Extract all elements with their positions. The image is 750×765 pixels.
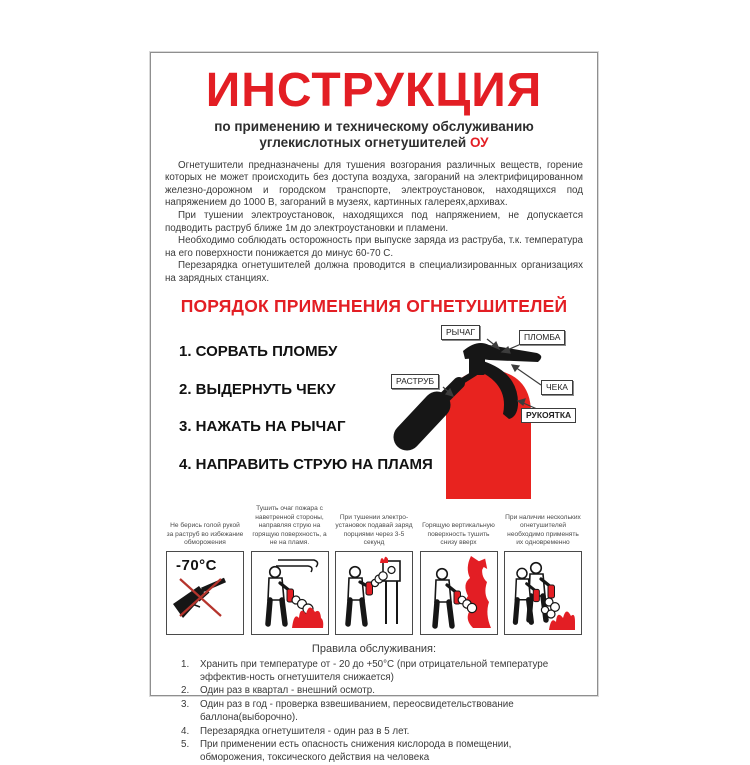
pictogram-simultaneous <box>504 551 582 635</box>
intro-paragraph: Перезарядка огнетушителей должна проводится в специализированных организациях на зарядных станциях. <box>165 260 583 284</box>
rule-number: 1. <box>181 658 190 670</box>
pictogram-caption: Тушить очаг пожара с наветренной стороны, направляя струю на горящую поверхность, а не на пламя. <box>252 505 327 547</box>
pictogram-caption: Не берись голой рукой за раструб во избежание обморожения <box>166 522 244 547</box>
temperature-label: -70°C <box>176 556 218 574</box>
intro-paragraph: При тушении электроустановок, находящихся под напряжением, не допускается подводить раструб ближе 1м до электроустановки и пламени. <box>165 209 583 234</box>
label-seal: ПЛОМБА <box>519 330 565 345</box>
maintenance-rule <box>181 659 573 684</box>
pictogram-captions <box>151 505 597 548</box>
rule-number: 2. <box>181 685 190 697</box>
maintenance-heading: Правила обслуживания: <box>311 642 437 655</box>
page-title: ИНСТРУКЦИЯ <box>205 64 543 117</box>
usage-step: 4. НАПРАВИТЬ СТРУЮ НА ПЛАМЯ <box>179 455 433 473</box>
label-pin: ЧЕКА <box>541 380 573 395</box>
usage-step: 1. СОРВАТЬ ПЛОМБУ <box>179 343 338 361</box>
rule-number: 3. <box>181 699 190 711</box>
usage-section <box>151 319 597 501</box>
rule-number: 5. <box>181 739 190 751</box>
vertical-surface-extinguishing-icon <box>421 552 496 633</box>
maintenance-rule <box>181 726 573 739</box>
rule-text: Один раз в год - проверка взвешиванием, переосвидетельствование баллона(выборочно). <box>200 699 514 723</box>
rule-text: Хранить при температуре от - 20 до +50°C (при отрицательной температуре эффектив-ность огнетушителя снижается) <box>200 658 549 683</box>
page-subtitle <box>151 119 597 151</box>
instruction-poster <box>150 52 598 764</box>
pictogram-caption: Горящую вертикальную поверхность тушить снизу вверх <box>422 522 495 547</box>
intro-text <box>165 160 583 285</box>
pictogram-windward <box>251 551 329 635</box>
pictogram-caption: При тушении электро-установок подавай заряд порциями через 3-5 секунд <box>335 513 413 547</box>
usage-heading: ПОРЯДОК ПРИМЕНЕНИЯ ОГНЕТУШИТЕЛЕЙ <box>180 296 568 317</box>
label-handle: РУКОЯТКА <box>521 408 576 423</box>
intro-paragraph: Огнетушители предназначены для тушения возгорания различных веществ, горение которых не может происходить без доступа воздуха, загораний на электрифицированном железно-дорожном и городском транспорте, электроустановок, находящихся под напряжением до 1000 В, загораний в музеях, картинных галереях,архивах. <box>165 159 583 209</box>
subtitle-accent: ОУ <box>470 134 489 150</box>
maintenance-rule <box>181 699 573 724</box>
maintenance-rule <box>181 685 573 698</box>
pictogram-vertical-surface <box>420 551 498 635</box>
electrical-panel-extinguishing-icon <box>336 552 411 633</box>
pictogram-frostbite <box>166 551 244 635</box>
maintenance-section <box>151 643 597 765</box>
simultaneous-use-icon <box>505 552 580 633</box>
label-lever: РЫЧАГ <box>441 325 480 340</box>
rule-number: 4. <box>181 725 190 737</box>
pictogram-electrical <box>335 551 413 635</box>
pictogram-strip <box>151 551 597 635</box>
maintenance-rule <box>181 739 573 764</box>
usage-step: 2. ВЫДЕРНУТЬ ЧЕКУ <box>179 380 336 398</box>
usage-step: 3. НАЖАТЬ НА РЫЧАГ <box>179 418 346 436</box>
pictogram-caption: При наличии нескольких огнетушителей необходимо применять их одновременно <box>505 513 581 547</box>
windward-extinguishing-icon <box>252 552 327 633</box>
label-horn: РАСТРУБ <box>391 374 439 389</box>
rule-text: Перезарядка огнетушителя - один раз в 5 лет. <box>200 725 410 737</box>
subtitle-line2-text: углекислотных огнетушителей <box>259 134 467 150</box>
subtitle-line1: по применению и техническому обслуживанию <box>214 119 534 134</box>
intro-paragraph: Необходимо соблюдать осторожность при выпуске заряда из раструба, т.к. температура на его поверхности понижается до минус 60-70 С. <box>165 235 583 259</box>
subtitle-line2 <box>151 135 597 151</box>
maintenance-rules <box>181 659 573 765</box>
extinguisher-diagram <box>391 317 598 499</box>
rule-text: Один раз в квартал - внешний осмотр. <box>200 685 375 697</box>
rule-text: При применении есть опасность снижения кислорода в помещении, обморожения, токсического действия на человека <box>200 739 512 764</box>
